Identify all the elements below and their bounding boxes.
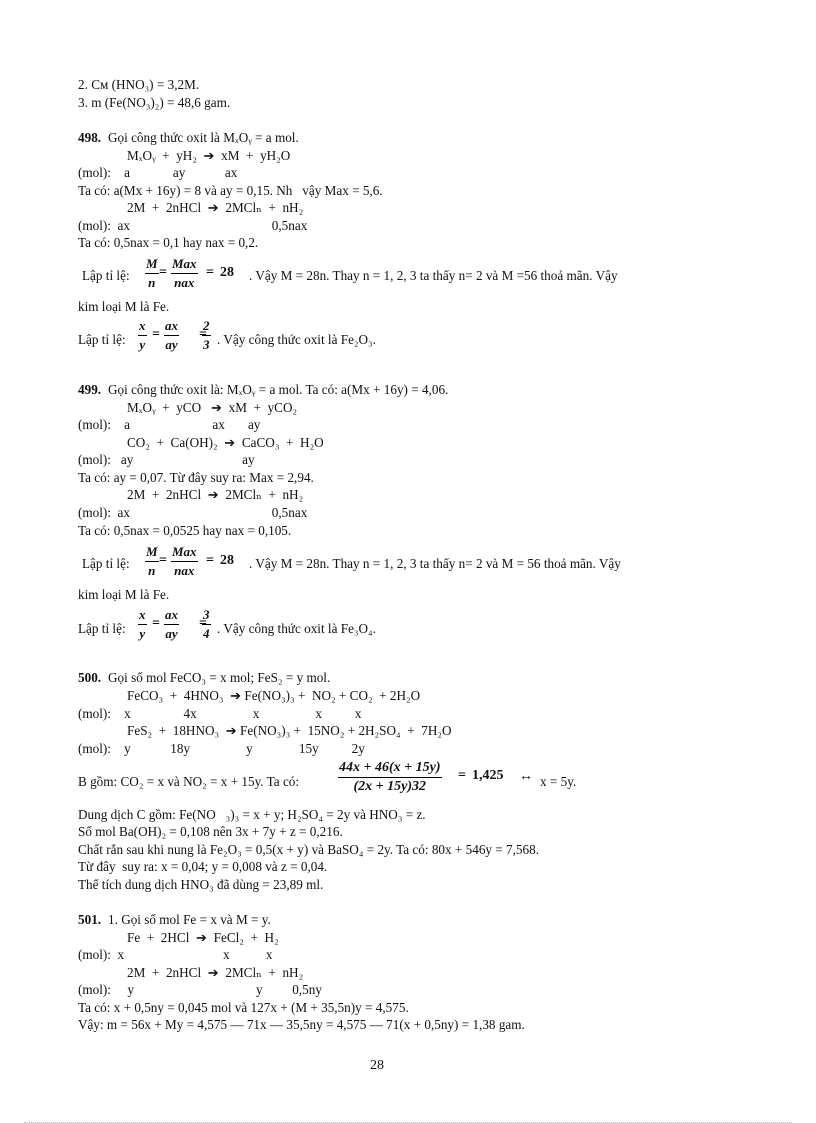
text-line: (mol): y 18y y 15y 2y — [78, 741, 365, 756]
text-line: MₓOᵧ + yCO ➔ xM + yCO₂ — [127, 400, 298, 415]
fraction-numerator: M — [145, 256, 159, 274]
text-line: . Vậy M = 28n. Thay n = 1, 2, 3 ta thấy n= 2 và M = 56 thoả mãn. Vậy — [249, 556, 621, 571]
text-line: . Vậy công thức oxit là Fe₂O₃. — [217, 332, 376, 347]
text-line: 499. — [78, 382, 102, 397]
math-fraction — [145, 256, 159, 291]
text-line: 500. — [78, 670, 102, 685]
text-line: Thể tích dung dịch HNO₃ đã dùng = 23,89 ml. — [78, 877, 324, 892]
text-line: . Vậy M = 28n. Thay n = 1, 2, 3 ta thấy n= 2 và M =56 thoả mãn. Vậy — [249, 268, 618, 283]
text-line: Gọi số mol FeCO₃ = x mol; FeS₂ = y mol. — [108, 670, 331, 685]
text-line: x = 5y. — [540, 774, 577, 789]
fraction-numerator: 44x + 46(x + 15y) — [338, 760, 442, 778]
equals-sign: = — [152, 616, 160, 631]
math-text: 28 — [220, 553, 234, 568]
math-text: 28 — [220, 265, 234, 280]
fraction-numerator: ax — [164, 607, 179, 625]
text-line: (mol): ax 0,5nax — [78, 218, 308, 233]
text-line: (mol): x 4x x x x — [78, 706, 362, 721]
text-line: Dung dịch C gồm: Fe(NO ₃)₃ = x + y; H₂SO₄ = 2y và HNO₃ = z. — [78, 807, 426, 822]
fraction-numerator: Max — [171, 544, 198, 562]
text-line: (mol): ay ay — [78, 452, 255, 467]
math-fraction — [145, 544, 159, 579]
text-line: 2M + 2nHCl ➔ 2MClₙ + nH₂ — [127, 200, 304, 215]
text-line: Ta có: 0,5nax = 0,0525 hay nax = 0,105. — [78, 523, 292, 538]
page-number: 28 — [370, 1058, 384, 1073]
text-line: Gọi công thức oxit là MₓOᵧ = a mol. — [108, 130, 299, 145]
text-line: 1. Gọi số mol Fe = x và M = y. — [108, 912, 271, 927]
fraction-denominator: y — [139, 337, 146, 352]
equals-sign: = — [159, 553, 167, 568]
text-line: B gồm: CO₂ = x và NO₂ = x + 15y. Ta có: — [78, 774, 300, 789]
fraction-denominator: nax — [174, 275, 195, 290]
text-line: FeS₂ + 18HNO₃ ➔ Fe(NO₃)₃ + 15NO₂ + 2H₂SO₄ + 7H₂O — [127, 723, 452, 738]
fraction-denominator: ay — [165, 337, 178, 352]
equals-sign: = — [458, 768, 466, 783]
text-line: 2. Cм (HNO₃) = 3,2M. — [78, 77, 200, 92]
fraction-numerator: x — [138, 607, 147, 625]
text-line: MₓOᵧ + yH₂ ➔ xM + yH₂O — [127, 148, 291, 163]
text-line: (mol): a ay ax — [78, 165, 238, 180]
math-fraction — [171, 256, 198, 291]
math-fraction — [164, 607, 179, 642]
fraction-numerator: Max — [171, 256, 198, 274]
text-line: (mol): x x x — [78, 947, 273, 962]
fraction-numerator: 2 — [202, 318, 211, 336]
text-line: FeCO₃ + 4HNO₃ ➔ Fe(NO₃)₃ + NO₂ + CO₂ + 2H₂O — [127, 688, 421, 703]
text-line: Vậy: m = 56x + My = 4,575 — 71x — 35,5ny = 4,575 — 71(x + 0,5ny) = 1,38 gam. — [78, 1017, 525, 1032]
text-line: Ta có: x + 0,5ny = 0,045 mol và 127x + (M + 35,5n)y = 4,575. — [78, 1000, 409, 1015]
fraction-numerator: x — [138, 318, 147, 336]
fraction-denominator: 4 — [203, 626, 210, 641]
math-fraction — [202, 318, 211, 353]
equals-sign: = — [206, 265, 214, 280]
text-line: 2M + 2nHCl ➔ 2MClₙ + nH₂ — [127, 487, 304, 502]
text-line: Ta có: a(Mx + 16y) = 8 và ay = 0,15. Nh vậy Max = 5,6. — [78, 183, 383, 198]
text-line: (mol): a ax ay — [78, 417, 261, 432]
text-line: (mol): ax 0,5nax — [78, 505, 308, 520]
text-line: Lập tỉ lệ: — [78, 332, 126, 347]
fraction-denominator: n — [148, 563, 156, 578]
text-line: . Vậy công thức oxit là Fe₃O₄. — [217, 621, 376, 636]
math-text: ↔ — [519, 769, 533, 784]
fraction-denominator: ay — [165, 626, 178, 641]
equals-sign: = — [159, 265, 167, 280]
text-line: 501. — [78, 912, 102, 927]
text-line: Lập tỉ lệ: — [82, 556, 130, 571]
math-fraction — [138, 318, 147, 353]
text-line: 498. — [78, 130, 102, 145]
text-line: (mol): y y 0,5ny — [78, 982, 322, 997]
text-line: Chất rắn sau khi nung là Fe₂O₃ = 0,5(x + y) và BaSO₄ = 2y. Ta có: 80x + 546y = 7,568. — [78, 842, 540, 857]
equals-sign: = — [152, 327, 160, 342]
math-fraction — [202, 607, 211, 642]
equals-sign: = — [199, 616, 207, 631]
text-line: Ta có: ay = 0,07. Từ đây suy ra: Max = 2,94. — [78, 470, 314, 485]
math-fraction — [164, 318, 179, 353]
fraction-numerator: M — [145, 544, 159, 562]
fraction-denominator: y — [139, 626, 146, 641]
text-line: Gọi công thức oxit là: MₓOᵧ = a mol. Ta có: a(Mx + 16y) = 4,06. — [108, 382, 449, 397]
text-line: Fe + 2HCl ➔ FeCl₂ + H₂ — [127, 930, 279, 945]
text-line: Lập tỉ lệ: — [78, 621, 126, 636]
math-text: 1,425 — [472, 768, 504, 783]
text-line: 3. m (Fe(NO₃)₂) = 48,6 gam. — [78, 95, 231, 110]
fraction-denominator: nax — [174, 563, 195, 578]
fraction-denominator: n — [148, 275, 156, 290]
equals-sign: = — [206, 553, 214, 568]
text-line: CO₂ + Ca(OH)₂ ➔ CaCO₃ + H₂O — [127, 435, 324, 450]
fraction-denominator: 3 — [203, 337, 210, 352]
math-fraction — [171, 544, 198, 579]
equals-sign: = — [199, 327, 207, 342]
math-fraction — [138, 607, 147, 642]
text-line: kim loại M là Fe. — [78, 587, 170, 602]
text-line: Lập tỉ lệ: — [82, 268, 130, 283]
text-line: Số mol Ba(OH)₂ = 0,108 nên 3x + 7y + z = 0,216. — [78, 824, 343, 839]
text-line: 2M + 2nHCl ➔ 2MClₙ + nH₂ — [127, 965, 304, 980]
math-fraction — [338, 760, 442, 795]
fraction-numerator: 3 — [202, 607, 211, 625]
text-line: Ta có: 0,5nax = 0,1 hay nax = 0,2. — [78, 235, 259, 250]
text-line: kim loại M là Fe. — [78, 299, 170, 314]
fraction-numerator: ax — [164, 318, 179, 336]
fraction-denominator: (2x + 15y)32 — [353, 779, 426, 794]
text-line: Từ đây suy ra: x = 0,04; y = 0,008 và z = 0,04. — [78, 859, 328, 874]
